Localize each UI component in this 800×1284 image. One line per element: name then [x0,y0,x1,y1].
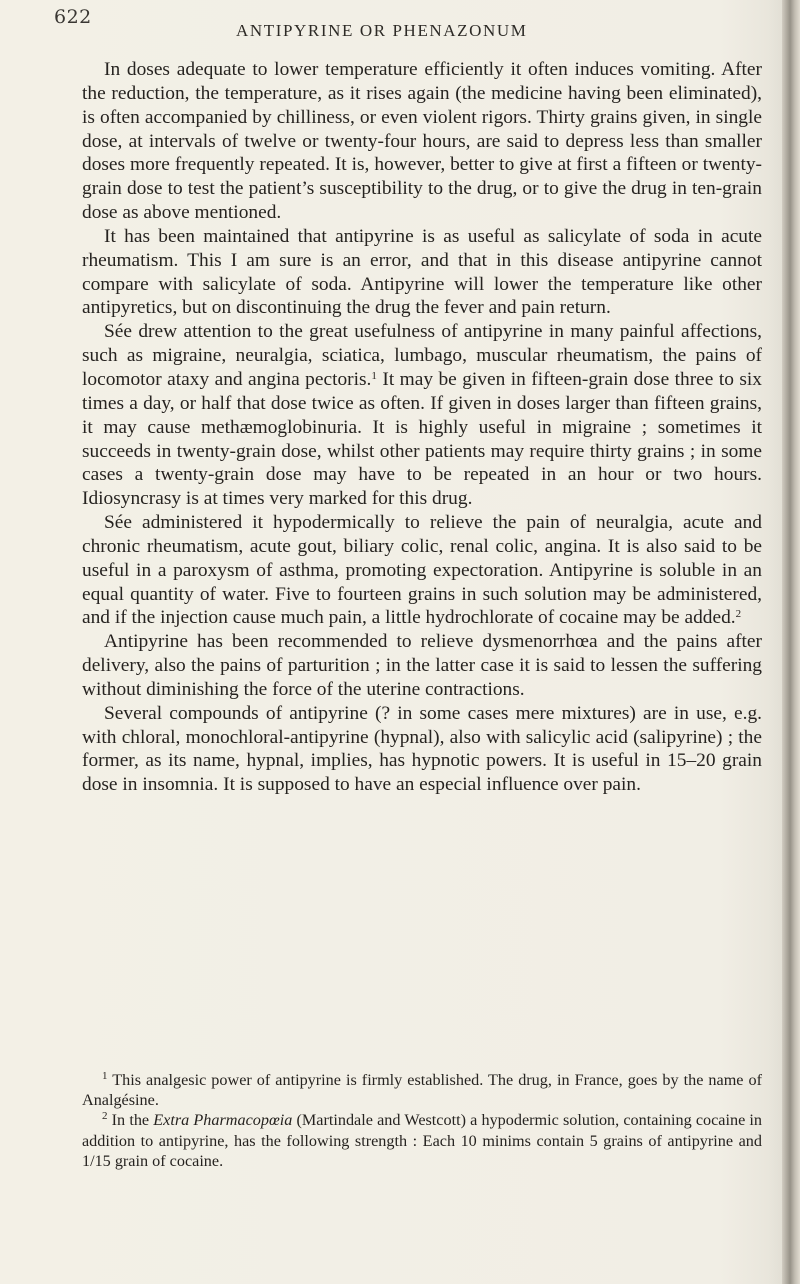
paragraph-4 [82,511,762,630]
paragraph-3-text: Sée drew attention to the great usefulness of antipyrine in many painful affections, such as migraine, neuralgia, sciatica, lumbago, muscular rheumatism, the pains of locomotor ataxy and angina pectoris. [82,321,762,390]
footnote-2-tail: grain of cocaine. [114,1151,224,1170]
book-spine-shadow [782,0,800,1284]
footnotes [82,1070,762,1171]
paragraph-1: In doses adequate to lower temperature efficiently it often induces vomiting. After the reduction, the temperature, as it rises again (the medicine having been eliminated), is often accompanied by chilliness, or even violent rigors. Thirty grains given, in single dose, at intervals of twelve or twenty-four hours, are said to depress less than smaller doses more frequently repeated. It is, however, better to give at first a fifteen or twenty-grain dose to test the patient’s susceptibility to the drug, or to give the drug in ten-grain dose as above mentioned. [82,59,762,224]
footnote-2-mark: 2 [102,1110,108,1123]
footnote-1-mark: 1 [102,1070,108,1082]
footnote-ref-2[interactable]: 2 [735,608,742,621]
footnote-1-text: This analgesic power of antipyrine is firmly established. The drug, in France, goes by the name of Analgésine. [82,1071,762,1110]
paragraph-3-continuation: It may be given in fifteen-grain dose three to six times a day, or half that dose twice as often. If given in doses larger than fifteen grains, it may cause methæmoglobinuria. It is highly useful in migraine ; sometimes it succeeds in twenty-grain dose, whilst other patients may require thirty grains ; in some cases a twenty-grain dose may have to be repeated in an hour or two hours. Idiosyncrasy is at times very marked for this drug. [82,368,762,510]
paragraph-5: Antipyrine has been recommended to relieve dysmenorrhœa and the pains after delivery, also the pains of parturition ; in the latter case it is said to lessen the suffering without diminishing the force of the uterine contractions. [82,631,762,700]
footnote-ref-1[interactable]: 1 [371,369,377,382]
running-head: ANTIPYRINE OR PHENAZONUM [236,21,528,40]
page-number: 622 [54,6,92,28]
paragraph-3 [82,320,762,511]
footnote-2-post: (Martindale and Westcott) a hypodermic solution, containing cocaine in addition to antipyrine, has the following strength : Each 10 minims contain 5 grains of antipyrine and [82,1111,763,1150]
footnote-2-fraction: 1/15 [82,1151,111,1170]
paragraph-6: Several compounds of antipyrine (? in some cases mere mixtures) are in use, e.g. with chloral, monochloral-antipyrine (hypnal), also with salicylic acid (salipyrine) ; the former, as its name, hypnal, implies, has hypnotic powers. It is useful in 15–20 grain dose in insomnia. It is supposed to have an especial influence over pain. [82,702,762,796]
body-text [82,58,762,797]
paragraph-4-text: Sée administered it hypodermically to relieve the pain of neuralgia, acute and chronic rheumatism, acute gout, biliary colic, renal colic, angina. It is also said to be useful in a paroxysm of asthma, promoting expectoration. Antipyrine is soluble in an equal quantity of water. Five to fourteen grains in such solution may be administered, and if the injection cause much pain, a little hydrochlorate of cocaine may be added. [82,512,762,629]
footnote-2-pre: In the [111,1111,150,1130]
paragraph-2: It has been maintained that antipyrine is as useful as salicylate of soda in acute rheumatism. This I am sure is an error, and that in this disease antipyrine cannot compare with salicylate of soda. Antipyrine will lower the temperature like other antipyretics, but on discontinuing the drug the fever and pain return. [82,225,762,319]
footnote-2-title: Extra Pharmacopœia [153,1111,293,1130]
footnote-2 [82,1110,762,1171]
footnote-1 [82,1070,762,1110]
